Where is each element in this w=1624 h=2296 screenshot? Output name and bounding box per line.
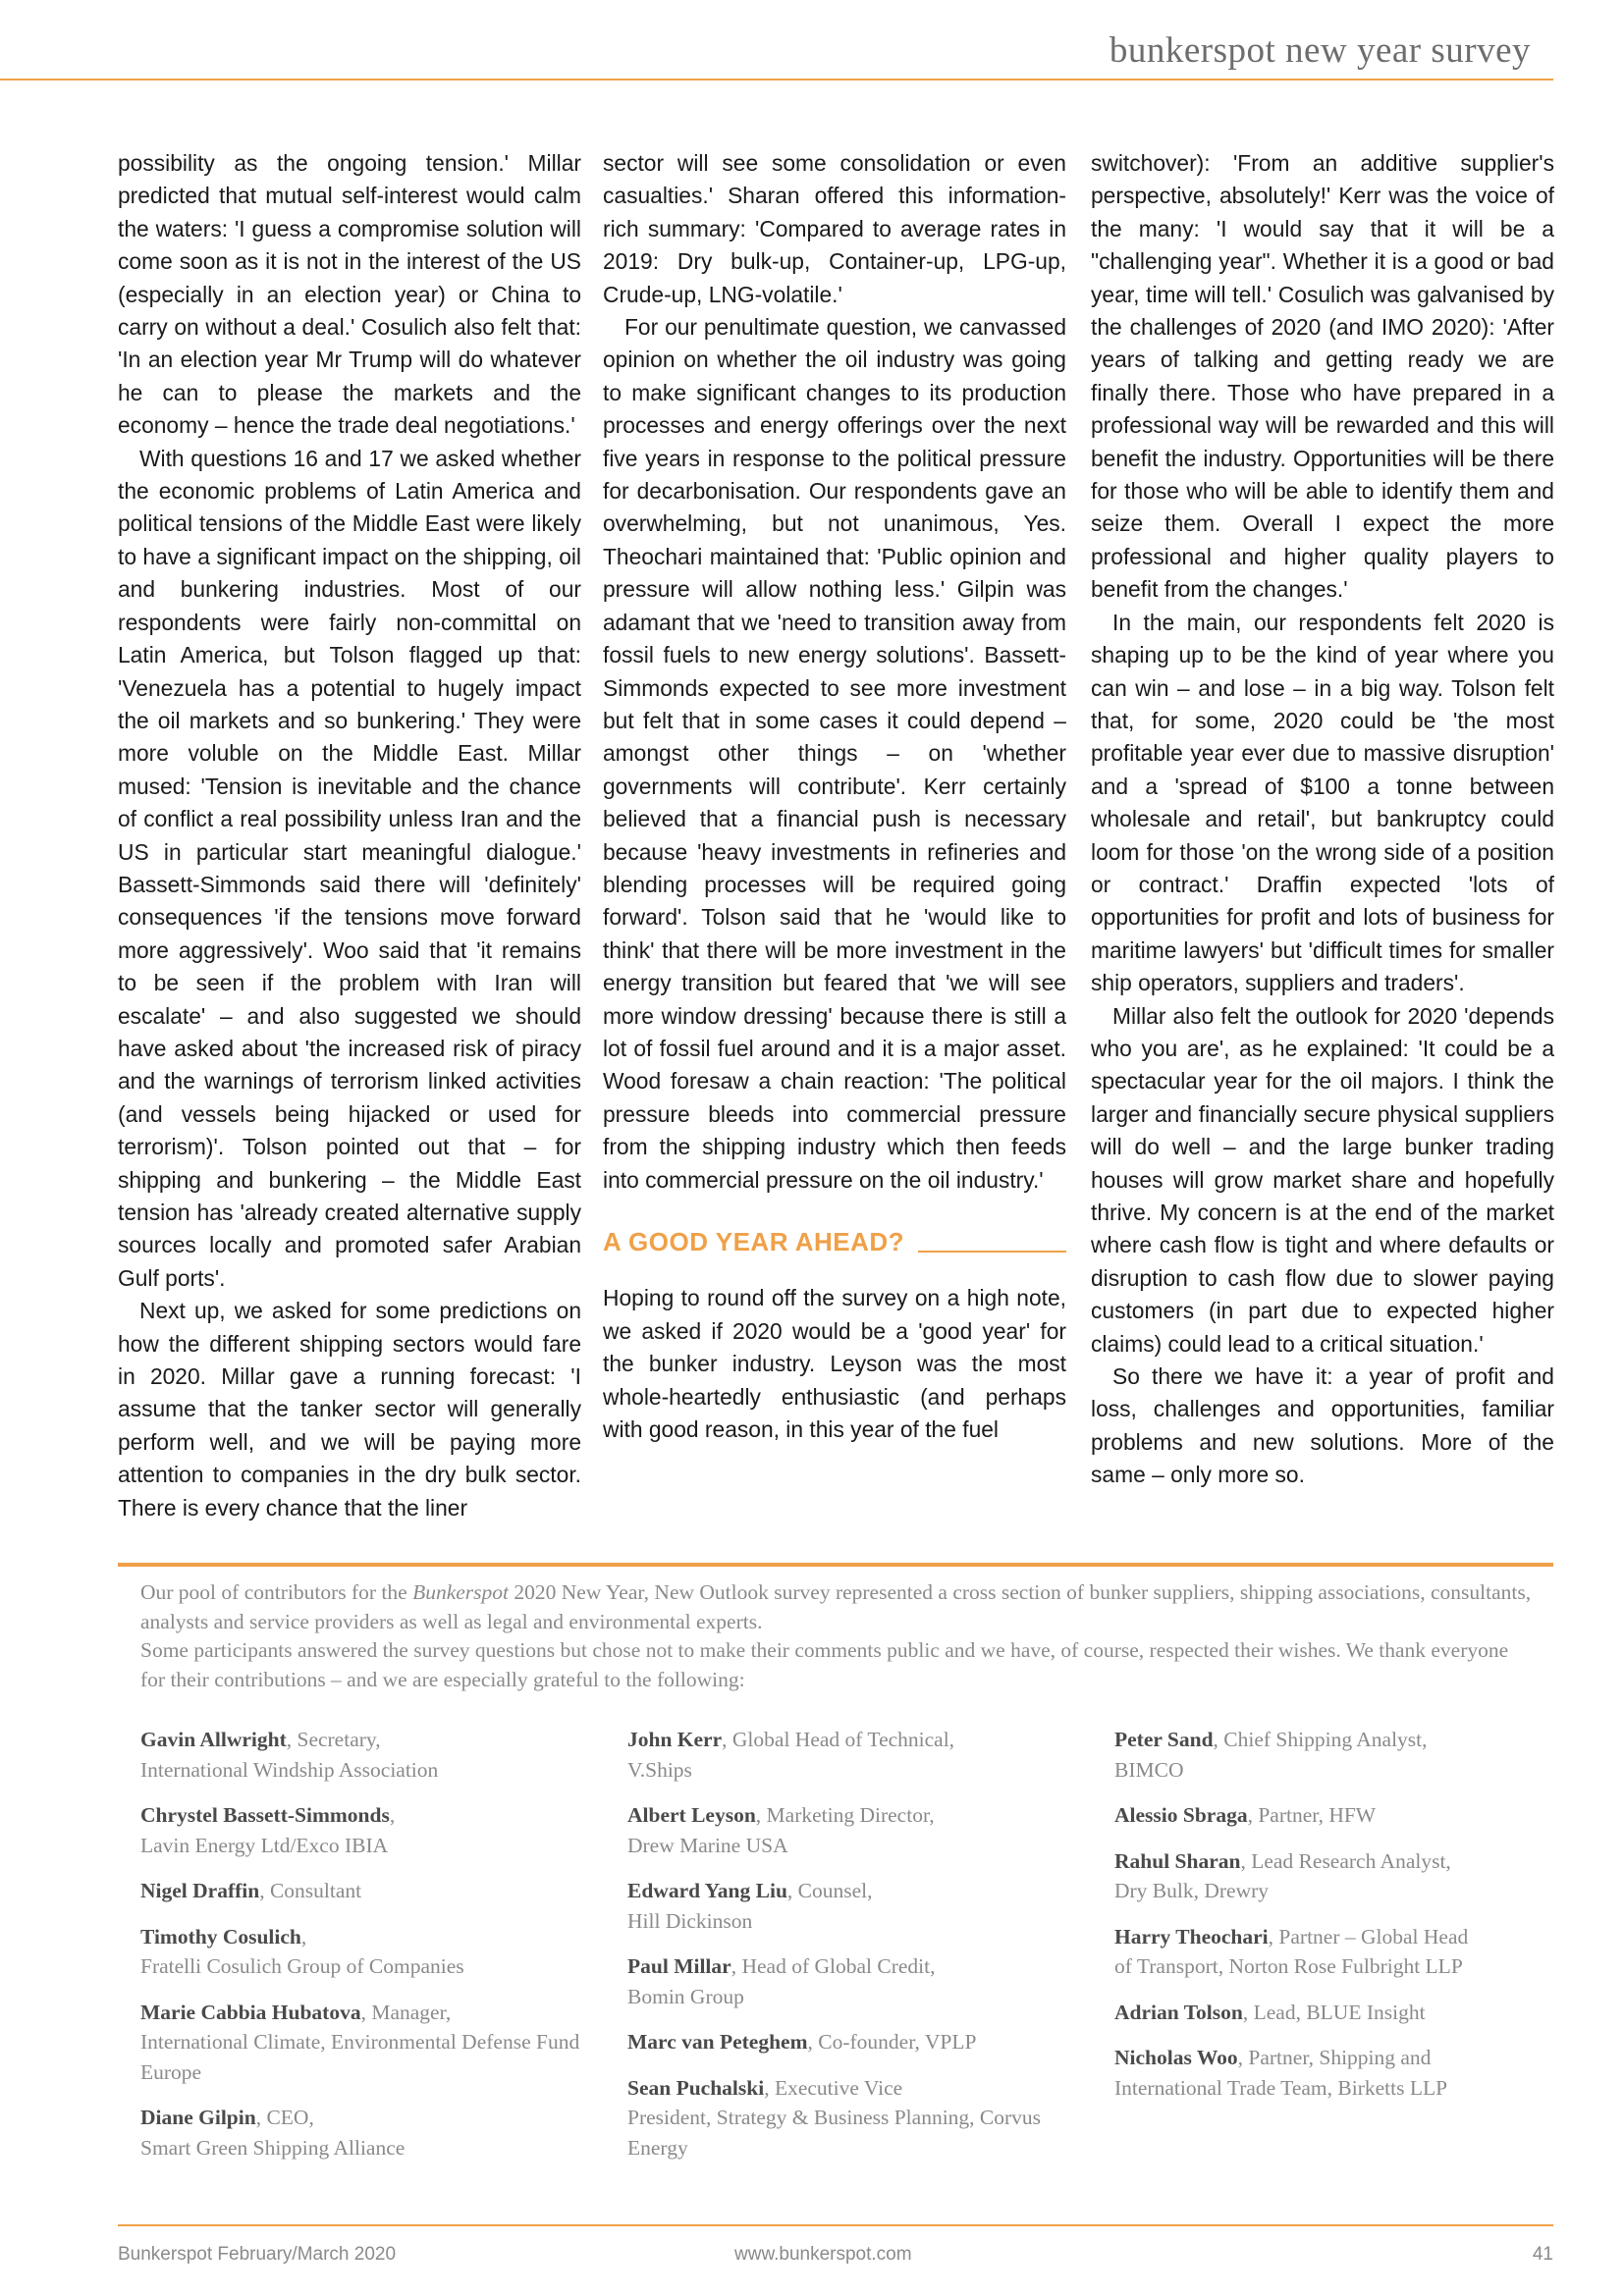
page-number: 41 xyxy=(1532,2244,1553,2265)
contributor-name: Nicholas Woo xyxy=(1114,2046,1238,2069)
article-column-1 xyxy=(118,147,581,1524)
contributor-entry: Alessio Sbraga, Partner, HFW xyxy=(1114,1803,1377,1827)
paragraph: So there we have it: a year of profit and loss, challenges and opportunities, familiar problems and new solutions. More of the same – only more so. xyxy=(1091,1363,1554,1488)
contributor-name: Marc van Peteghem xyxy=(627,2030,808,2054)
contributors-column-2 xyxy=(627,1725,1089,2178)
subheading-rule xyxy=(918,1251,1066,1253)
paragraph: Hoping to round off the survey on a high note, we asked if 2020 would be a 'good year' for the bunker industry. Leyson was the most whole-heartedly enthusiastic (and perhaps with good reason, in this year of the fuel xyxy=(603,1285,1066,1443)
paragraph: Millar also felt the outlook for 2020 'depends who you are', as he explained: 'It could be a spectacular year for the oil majors. I think the larger and financially secure physical suppliers will do well – and the large bunker trading houses will grow market share and hopefully thrive. My concern is at the end of the market where cash flow is tight and where defaults or disruption to cash flow due to slower paying customers (in part due to expected higher claims) could lead to a critical situation.' xyxy=(1091,1002,1554,1357)
subheading-text: A GOOD YEAR AHEAD? xyxy=(603,1227,905,1256)
paragraph: For our penultimate question, we canvassed opinion on whether the oil industry was going to make significant changes to its production processes and energy offerings over the next five years in response to the political pressure for decarbonisation. Our respondents gave an overwhelming, but not unanimous, Yes. Theochari maintained that: 'Public opinion and pressure will allow nothing less.' Gilpin was adamant that we 'need to transition away from fossil fuels to new energy solutions'. Bassett-Simmonds expected to see more investment but felt that in some cases it could depend – amongst other things – on 'whether governments will contribute'. Kerr certainly believed that a financial push is necessary because 'heavy investments in refineries and blending processes will be required going forward'. Tolson said that he 'would like to think' that there will be more investment in the energy transition but feared that 'we will see more window dressing' because there is still a lot of fossil fuel around and it is a major asset. Wood foresaw a chain reaction: 'The political pressure bleeds into commercial pressure from the shipping industry which then feeds into commercial pressure on the oil industry.' xyxy=(603,314,1066,1193)
paragraph: With questions 16 and 17 we asked whether the economic problems of Latin America and political tensions of the Middle East were likely to have a significant impact on the shipping, oil and bunkering industries. Most of our respondents were fairly non-committal on Latin America, but Tolson flagged up that: 'Venezuela has a potential to hugely impact the oil markets and so bunkering.' They were more voluble on the Middle East. Millar mused: 'Tension is inevitable and the chance of conflict a real possibility unless Iran and the US in particular start meaningful dialogue.' Bassett-Simmonds said there will 'definitely' consequences 'if the tensions move forward more aggressively'. Woo said that 'it remains to be seen if the problem with Iran will escalate' – and also suggested we should have asked about 'the increased risk of piracy and the warnings of terrorism linked activities (and vessels being hijacked or used for terrorism)'. Tolson pointed out that – for shipping and bunkering – the Middle East tension has 'already created alternative supply sources locally and promoted safer Arabian Gulf ports'. xyxy=(118,445,581,1291)
paragraph: Next up, we asked for some predictions on how the different shipping sectors would fare in 2020. Millar gave a running forecast: 'I assume that the tanker sector will generally perform well, and we will be paying more attention to companies in the dry bulk sector. There is every chance that the liner xyxy=(118,1298,581,1521)
contributor-entry: Peter Sand, Chief Shipping Analyst, BIMCO xyxy=(1114,1728,1428,1782)
contributors-intro xyxy=(140,1578,1535,1694)
contributor-entry: Marie Cabbia Hubatova, Manager, International Climate, Environmental Defense Fund Europe xyxy=(140,2000,580,2084)
contributor-entry: Chrystel Bassett-Simmonds, Lavin Energy Ltd/Exco IBIA xyxy=(140,1803,396,1857)
publication-name: Bunkerspot xyxy=(412,1580,509,1604)
contributor-name: Peter Sand xyxy=(1114,1728,1214,1751)
contributor-entry: Diane Gilpin, CEO, Smart Green Shipping Alliance xyxy=(140,2106,406,2160)
contributor-name: Nigel Draffin xyxy=(140,1879,260,1902)
contributor-name: Marie Cabbia Hubatova xyxy=(140,2000,361,2024)
paragraph: In the main, our respondents felt 2020 is shaping up to be the kind of year where you can win – and lose – in a big way. Tolson felt that, for some, 2020 could be 'the most profitable year ever due to massive disruption' and a 'spread of $100 a tonne between wholesale and retail', but bankruptcy could loom for those 'on the wrong side of a position or contract.' Draffin expected 'lots of opportunities for profit and lots of business for maritime lawyers' but 'difficult times for smaller ship operators, suppliers and traders'. xyxy=(1091,609,1554,996)
header-rule xyxy=(0,79,1553,80)
intro-text: Our pool of contributors for the Bunkerspot 2020 New Year, New Outlook survey represented a cross section of bunker suppliers, shipping associations, consultants, analysts and service providers as well as legal and environmental experts. xyxy=(140,1580,1532,1633)
contributor-entry: Albert Leyson, Marketing Director, Drew Marine USA xyxy=(627,1803,935,1857)
contributor-entry: Harry Theochari, Partner – Global Head of Transport, Norton Rose Fulbright LLP xyxy=(1114,1924,1469,1978)
contributor-entry: Gavin Allwright, Secretary, International Windship Association xyxy=(140,1728,439,1782)
contributor-name: Edward Yang Liu xyxy=(627,1879,787,1902)
contributor-entry: Marc van Peteghem, Co-founder, VPLP xyxy=(627,2030,977,2054)
subheading xyxy=(603,1226,1066,1258)
paragraph: switchover): 'From an additive supplier's perspective, absolutely!' Kerr was the voice of the many: 'I would say that it will be a "challenging year". Whether it is a good or bad year, time will tell.' Cosulich was galvanised by the challenges of 2020 (and IMO 2020): 'After years of talking and getting ready we are finally there. Those who have prepared in a professional way will be rewarded and this will benefit the industry. Opportunities will be there for those who will be able to identify them and seize them. Overall I expect the more professional and higher quality players to benefit from the changes.' xyxy=(1091,150,1554,603)
contributor-entry: Timothy Cosulich, Fratelli Cosulich Group of Companies xyxy=(140,1924,464,1978)
contributor-entry: Edward Yang Liu, Counsel, Hill Dickinson xyxy=(627,1879,873,1933)
contributor-entry: Paul Millar, Head of Global Credit, Bomin Group xyxy=(627,1954,936,2008)
contributor-name: Paul Millar xyxy=(627,1954,731,1978)
contributors-column-1 xyxy=(140,1725,602,2178)
contributor-entry: Sean Puchalski, Executive Vice President, Strategy & Business Planning, Corvus Energy xyxy=(627,2075,1042,2160)
contributor-name: Chrystel Bassett-Simmonds xyxy=(140,1803,390,1827)
article-column-2 xyxy=(603,147,1066,1446)
contributor-name: Harry Theochari xyxy=(1114,1924,1269,1949)
contributor-entry: Nicholas Woo, Partner, Shipping and International Trade Team, Birketts LLP xyxy=(1114,2046,1448,2100)
contributor-entry: Nigel Draffin, Consultant xyxy=(140,1879,362,1902)
contributors-column-3 xyxy=(1114,1725,1576,2118)
contributor-name: Timothy Cosulich xyxy=(140,1924,301,1949)
contributor-name: Gavin Allwright xyxy=(140,1728,287,1751)
footer-website-link[interactable]: www.bunkerspot.com xyxy=(734,2244,912,2265)
intro-text: Some participants answered the survey questions but chose not to make their comments public and we have, of course, respected their wishes. We thank everyone for their contributions – and we are especially grateful to the following: xyxy=(140,1638,1509,1691)
contributor-name: Adrian Tolson xyxy=(1114,2000,1243,2024)
contributor-name: Diane Gilpin xyxy=(140,2106,256,2129)
contributor-entry: Rahul Sharan, Lead Research Analyst, Dry Bulk, Drewry xyxy=(1114,1848,1451,1902)
contributor-name: John Kerr xyxy=(627,1728,723,1751)
contributor-name: Albert Leyson xyxy=(627,1803,756,1827)
footer-rule xyxy=(118,2224,1553,2226)
contributors-rule xyxy=(118,1563,1553,1567)
footer-issue: Bunkerspot February/March 2020 xyxy=(118,2244,397,2265)
article-column-3 xyxy=(1091,147,1554,1492)
contributor-name: Alessio Sbraga xyxy=(1114,1803,1248,1827)
section-title: bunkerspot new year survey xyxy=(1109,30,1531,71)
contributor-entry: Adrian Tolson, Lead, BLUE Insight xyxy=(1114,2000,1426,2024)
contributor-name: Sean Puchalski xyxy=(627,2075,765,2100)
paragraph: possibility as the ongoing tension.' Millar predicted that mutual self-interest would calm the waters: 'I guess a compromise solution will come soon as it is not in the interest of the US (especially in an election year) or China to carry on without a deal.' Cosulich also felt that: 'In an election year Mr Trump will do whatever he can to please the markets and the economy – hence the trade deal negotiations.' xyxy=(118,150,581,439)
contributor-name: Rahul Sharan xyxy=(1114,1848,1241,1873)
contributor-entry: John Kerr, Global Head of Technical, V.Ships xyxy=(627,1728,955,1782)
paragraph: sector will see some consolidation or even casualties.' Sharan offered this information-rich summary: 'Compared to average rates in 2019: Dry bulk-up, Container-up, LPG-up, Crude-up, LNG-volatile.' xyxy=(603,150,1066,307)
